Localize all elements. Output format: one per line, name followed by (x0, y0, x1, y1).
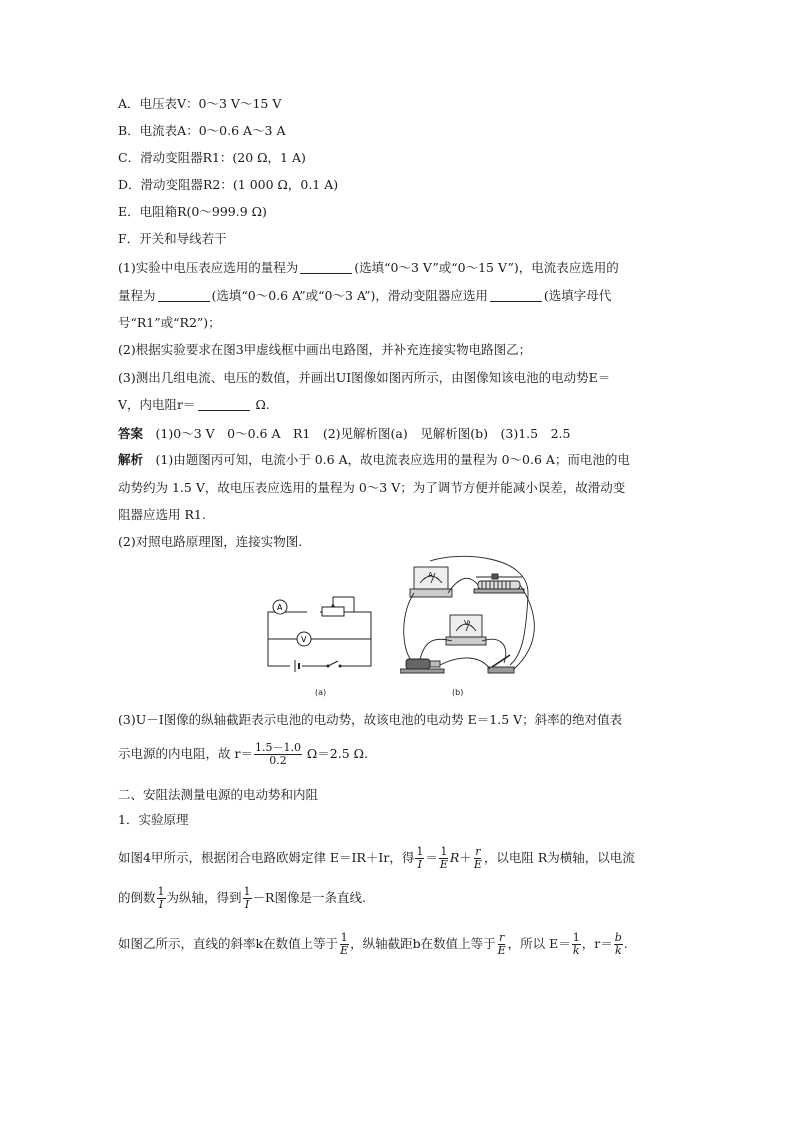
fraction: $\frac{1}{I}$ (416, 845, 424, 871)
principle-line-1: 如图4甲所示，根据闭合电路欧姆定律 E＝IR＋Ir，得 $\frac{1}{I}$ ＝ $\frac{1}{E}$ R＋ $\frac{r}{E}$ ，以电阻 R为横轴，以电流 (118, 845, 635, 871)
q3-analysis-line-2: 示电源的内电阻，故 r＝ $\frac{1.5-1.0}{0.2}$ Ω＝2.5 Ω. (118, 741, 368, 767)
wiring-diagram-b (400, 555, 550, 685)
option-a: A．电压表V：0～3 V～15 V (118, 96, 282, 111)
answer-blank (158, 289, 210, 302)
analysis-line-3: 阻器应选用 R1. (118, 507, 206, 522)
section-subheading: 1．实验原理 (118, 812, 189, 827)
answer-blank (300, 261, 352, 274)
answer-label: 答案 (118, 426, 144, 441)
fraction: $\frac{1}{E}$ (340, 931, 349, 957)
fraction: $\frac{r}{E}$ (473, 845, 482, 871)
fraction: $\frac{b}{k}$ (614, 931, 622, 957)
question-1-line-2: 量程为 (选填“0～0.6 A”或“0～3 A”)，滑动变阻器应选用 (选填字母代 (118, 288, 612, 303)
answer-line (118, 426, 570, 442)
fraction: $\frac{1}{I}$ (243, 885, 251, 911)
ammeter-symbol-label: A (277, 603, 283, 612)
fraction: $\frac{r}{E}$ (497, 931, 506, 957)
fraction: $\frac{1}{E}$ (439, 845, 448, 871)
answer-text: (1)0～3 V 0～0.6 A R1 (2)见解析图(a) 见解析图(b) (3)1.5 2.5 (155, 426, 571, 441)
fraction: $\frac{1}{k}$ (572, 931, 580, 957)
answer-blank (490, 289, 542, 302)
answer-blank (198, 398, 250, 411)
option-b: B．电流表A：0～0.6 A～3 A (118, 123, 286, 138)
principle-line-3: 如图乙所示，直线的斜率k在数值上等于 $\frac{1}{E}$ ，纵轴截距b在数值上等于 $\frac{r}{E}$ ，所以 E＝ $\frac{1}{k}$ ，r＝ $\frac{b}{k}$ . (118, 931, 628, 957)
voltmeter-symbol-label: V (301, 635, 307, 644)
option-d: D．滑动变阻器R2：(1 000 Ω，0.1 A) (118, 177, 339, 192)
analysis-line-2: 动势约为 1.5 V，故电压表应选用的量程为 0～3 V；为了调节方便并能减小误差，故滑动变 (118, 480, 626, 495)
question-1-line-3: 号“R1”或“R2”)； (118, 315, 221, 330)
section-heading: 二、安阻法测量电源的电动势和内阻 (118, 787, 319, 802)
figure-a-caption: (a) (315, 688, 327, 697)
option-e: E．电阻箱R(0～999.9 Ω) (118, 204, 267, 219)
figure-b-caption: (b) (452, 688, 464, 697)
analysis-line-4: (2)对照电路原理图，连接实物图. (118, 534, 303, 549)
principle-line-2: 的倒数 $\frac{1}{I}$ 为纵轴，得到 $\frac{1}{I}$ －R图像是一条直线. (118, 885, 366, 911)
question-3-line-1: (3)测出几组电流、电压的数值，并画出UI图像如图丙所示，由图像知该电池的电动势E＝ (118, 370, 611, 385)
analysis-label: 解析 (118, 452, 144, 467)
question-2: (2)根据实验要求在图3甲虚线框中画出电路图，并补充连接实物电路图乙； (118, 342, 532, 357)
fraction: $\frac{1}{I}$ (157, 885, 165, 911)
fraction: $\frac{1.5-1.0}{0.2}$ (254, 741, 301, 767)
analysis-line-1: 解析 (1)由题图丙可知，电流小于 0.6 A，故电流表应选用的量程为 0～0.6 A；而电池的电 (118, 452, 630, 467)
question-1-line-1: (1)实验中电压表应选用的量程为 (选填“0～3 V”或“0～15 V”)，电流表应选用的 (118, 260, 619, 275)
ammeter-label: A (428, 571, 433, 579)
option-c: C．滑动变阻器R1：(20 Ω，1 A) (118, 150, 306, 165)
voltmeter-label: V (464, 619, 469, 627)
question-3-line-2: V，内电阻r＝ Ω. (118, 397, 270, 412)
circuit-diagram-a (262, 585, 382, 685)
option-f: F．开关和导线若干 (118, 231, 227, 246)
q3-analysis-line-1: (3)U－I图像的纵轴截距表示电池的电动势，故该电池的电动势 E＝1.5 V；斜率的绝对值表 (118, 712, 623, 727)
